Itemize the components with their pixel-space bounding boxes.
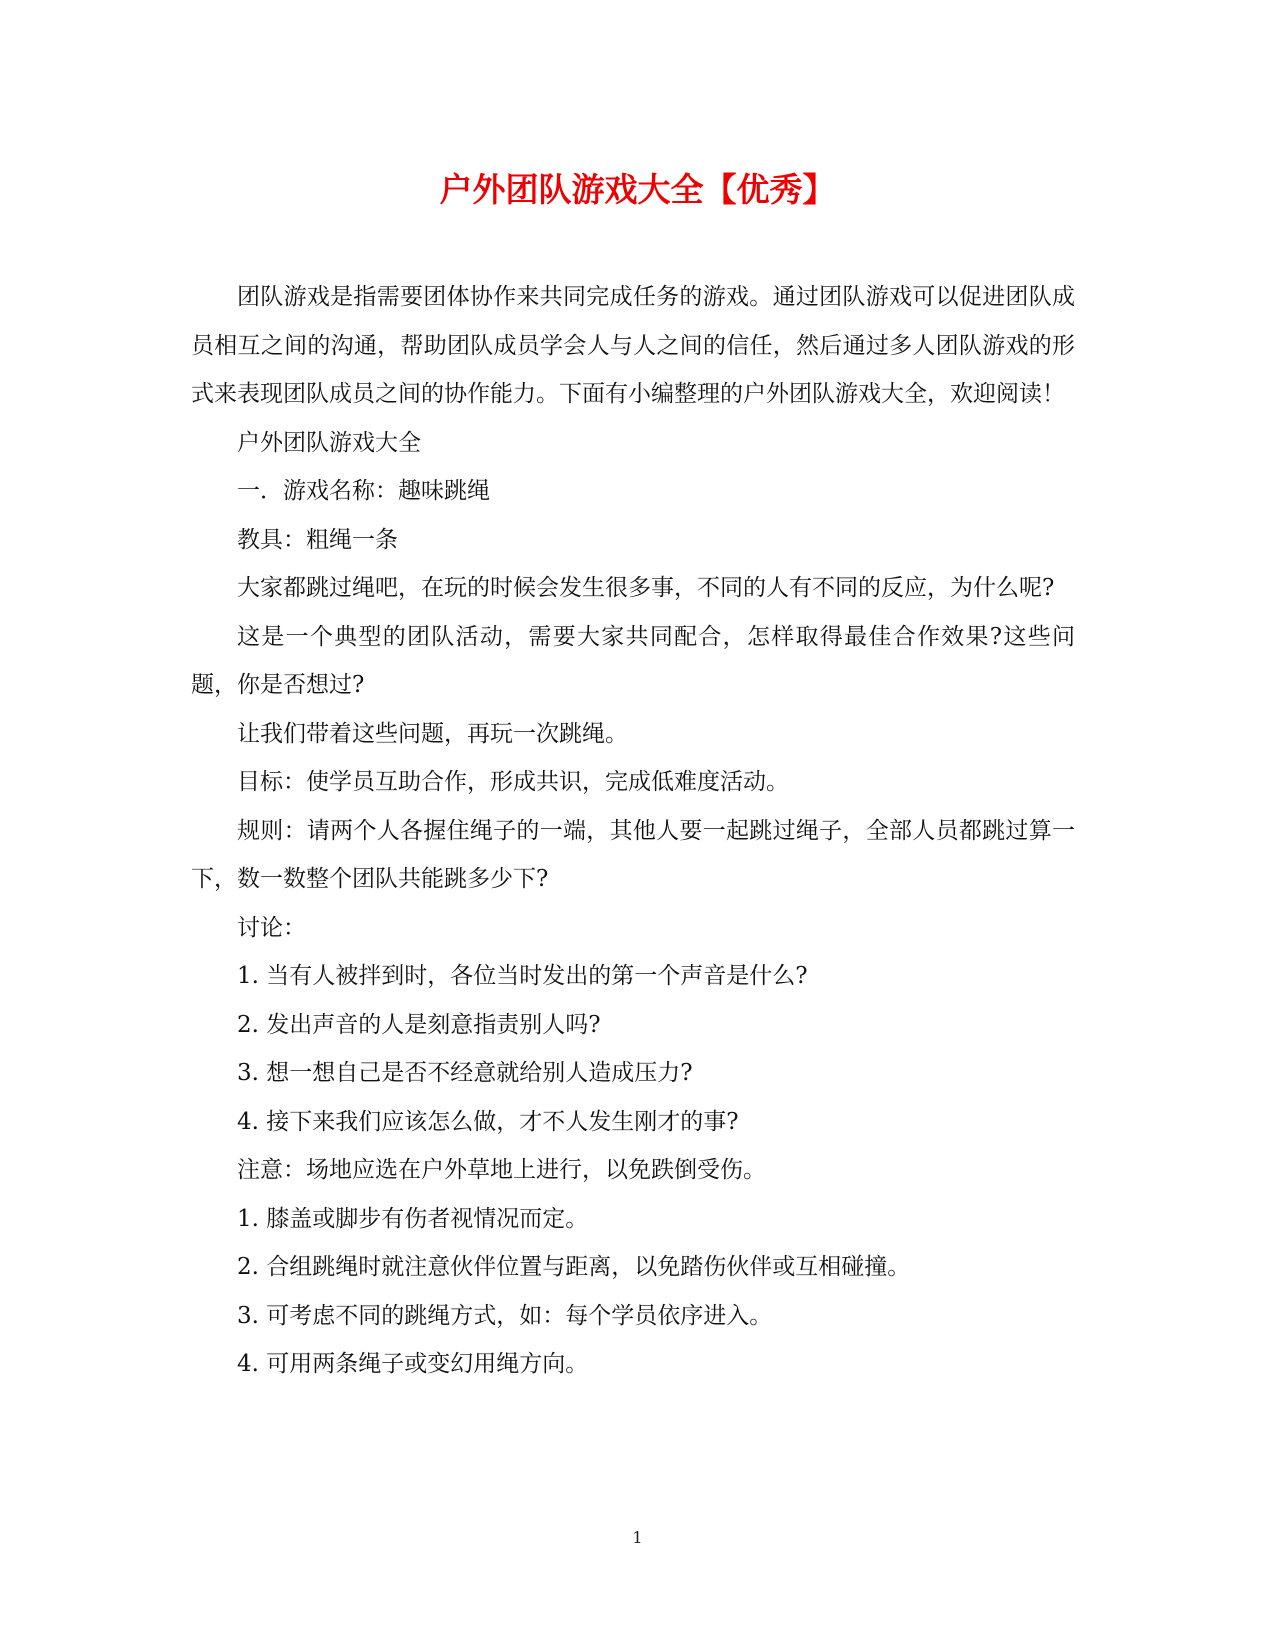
game-props: 教具：粗绳一条	[237, 526, 398, 553]
note-item: 2. 合组跳绳时就注意伙伴位置与距离，以免踏伤伙伴或互相碰撞。	[237, 1254, 911, 1280]
section-heading: 户外团队游戏大全	[237, 429, 421, 456]
discussion-heading: 讨论：	[237, 914, 306, 941]
note-item: 1. 膝盖或脚步有伤者视情况而定。	[237, 1205, 589, 1232]
notes-heading: 注意：场地应选在户外草地上进行，以免跌倒受伤。	[237, 1157, 766, 1183]
page-number: 1	[632, 1528, 643, 1547]
discussion-item: 3. 想一想自己是否不经意就给别人造成压力?	[237, 1060, 693, 1086]
game-name: 一．游戏名称：趣味跳绳	[237, 478, 490, 504]
note-item: 4. 可用两条绳子或变幻用绳方向。	[237, 1351, 589, 1377]
game-rules: 规则：请两个人各握住绳子的一端，其他人要一起跳过绳子，全部人员都跳过算一下，数一数整个团队共能跳多少下?	[191, 817, 1075, 892]
paragraph-replay: 让我们带着这些问题，再玩一次跳绳。	[237, 720, 628, 747]
game-goal: 目标：使学员互助合作，形成共识，完成低难度活动。	[237, 769, 789, 795]
discussion-item: 2. 发出声音的人是刻意指责别人吗?	[237, 1011, 601, 1038]
body-text	[191, 273, 1075, 1389]
discussion-item: 1. 当有人被拌到时，各位当时发出的第一个声音是什么?	[237, 963, 808, 989]
paragraph-question: 大家都跳过绳吧，在玩的时候会发生很多事，不同的人有不同的反应，为什么呢?	[237, 575, 1055, 601]
note-item: 3. 可考虑不同的跳绳方式，如：每个学员依序进入。	[237, 1302, 773, 1329]
paragraph-teamwork: 这是一个典型的团队活动，需要大家共同配合，怎样取得最佳合作效果?这些问题，你是否想过?	[191, 623, 1075, 698]
discussion-item: 4. 接下来我们应该怎么做，才不人发生刚才的事?	[237, 1108, 739, 1135]
paragraph-intro: 团队游戏是指需要团体协作来共同完成任务的游戏。通过团队游戏可以促进团队成员相互之间的沟通，帮助团队成员学会人与人之间的信任，然后通过多人团队游戏的形式来表现团队成员之间的协作能力。下面有小编整理的户外团队游戏大全，欢迎阅读！	[191, 284, 1075, 407]
page-title: 户外团队游戏大全【优秀】	[439, 170, 836, 209]
